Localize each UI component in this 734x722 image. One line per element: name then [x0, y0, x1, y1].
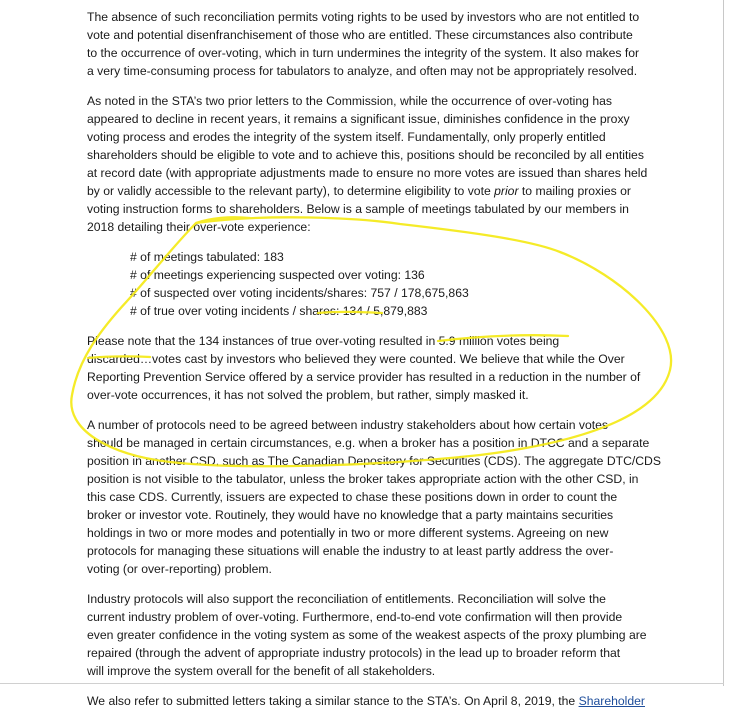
paragraph-industry-protocols [87, 590, 657, 680]
text-line [87, 692, 657, 710]
text-line: current industry problem of over-voting. Furthermore, end-to-end vote confirmation will then provide [87, 610, 623, 624]
stat-item: # of meetings experiencing suspected over voting: 136 [130, 268, 425, 282]
text-line: broker or investor vote. Routinely, they would have no knowledge that a party maintains securities [87, 508, 614, 522]
paragraph-reconciliation [87, 8, 657, 80]
text-fragment: We also refer to submitted letters taking a similar stance to the STA’s. On April 8, 2019, the [87, 694, 579, 708]
text-line: Reporting Prevention Service offered by a service provider has resulted in a reduction in the number of [87, 370, 641, 384]
shareholder-link[interactable]: Shareholder [578, 694, 645, 708]
text-line: position is not visible to the tabulator, unless the broker takes appropriate action with the other CSD, in [87, 472, 639, 486]
paragraph-protocols [87, 416, 661, 578]
text-line: voting instruction forms to shareholders. Below is a sample of meetings tabulated by our members in [87, 202, 629, 216]
text-line: voting process and erodes the integrity of the system itself. Fundamentally, only properly entitled [87, 130, 606, 144]
text-line: 2018 detailing their over-vote experience: [87, 220, 311, 234]
text-fragment: to mailing proxies or [518, 184, 631, 198]
text-line: over-vote occurrences, it has not solved the problem, but rather, simply masked it. [87, 388, 529, 402]
text-line: discarded…votes cast by investors who believed they were counted. We believe that while the Over [87, 352, 625, 366]
text-line: will improve the system overall for the benefit of all stakeholders. [87, 664, 436, 678]
text-line: at record date (with appropriate adjustments made to ensure no more votes are issued than shares held [87, 166, 648, 180]
text-line [87, 182, 657, 200]
text-line: A number of protocols need to be agreed between industry stakeholders about how certain votes [87, 418, 609, 432]
paragraph-submitted-letters [87, 692, 657, 710]
text-line: holdings in two or more modes and potentially in two or more different systems. Agreeing on new [87, 526, 609, 540]
text-line: appeared to decline in recent years, it remains a significant issue, diminishes confidence in the proxy [87, 112, 630, 126]
paragraph-sta-letters [87, 92, 657, 236]
italic-word: prior [494, 184, 519, 198]
stat-item: # of suspected over voting incidents/shares: 757 / 178,675,863 [130, 286, 469, 300]
text-line: position in another CSD, such as The Canadian Depository for Securities (CDS). The aggregate DTC/CDS [87, 454, 661, 468]
text-line: to the occurrence of over-voting, which in turn undermines the integrity of the system. It also makes for [87, 46, 640, 60]
text-line: vote and potential disenfranchisement of those who are entitled. These circumstances also contribute [87, 28, 633, 42]
document-body [87, 8, 661, 722]
text-line: Industry protocols will also support the reconciliation of entitlements. Reconciliation will solve the [87, 592, 606, 606]
text-line: protocols for managing these situations will enable the industry to at least partly address the over- [87, 544, 614, 558]
stat-item: # of meetings tabulated: 183 [130, 250, 284, 264]
text-line: shareholders should be eligible to vote and to achieve this, positions should be reconciled by all entities [87, 148, 644, 162]
stat-item: # of true over voting incidents / shares: 134 / 5,879,883 [130, 304, 428, 318]
text-line: As noted in the STA’s two prior letters to the Commission, while the occurrence of over-voting has [87, 94, 612, 108]
text-line: this case CDS. Currently, issuers are expected to chase these positions down in order to count the [87, 490, 618, 504]
text-line: voting (or over-reporting) problem. [87, 562, 272, 576]
text-line: repaired (through the advent of appropriate industry protocols) in the lead up to broader reform that [87, 646, 621, 660]
page-edge [0, 683, 724, 684]
text-line: The absence of such reconciliation permits voting rights to be used by investors who are not entitled to [87, 10, 640, 24]
text-line: should be managed in certain circumstances, e.g. when a broker has a position in DTCC and a separate [87, 436, 650, 450]
text-line: even greater confidence in the voting system as some of the weakest aspects of the proxy plumbing are [87, 628, 647, 642]
text-line: a very time-consuming process for tabulators to analyze, and often may not be appropriately resolved. [87, 64, 638, 78]
page-edge [723, 0, 724, 686]
text-line: Please note that the 134 instances of true over-voting resulted in 5.9 million votes being [87, 334, 560, 348]
text-fragment: by or validly accessible to the relevant party), to determine eligibility to vote [87, 184, 495, 198]
over-vote-stats-list [130, 248, 657, 320]
paragraph-true-over-voting [87, 332, 657, 404]
